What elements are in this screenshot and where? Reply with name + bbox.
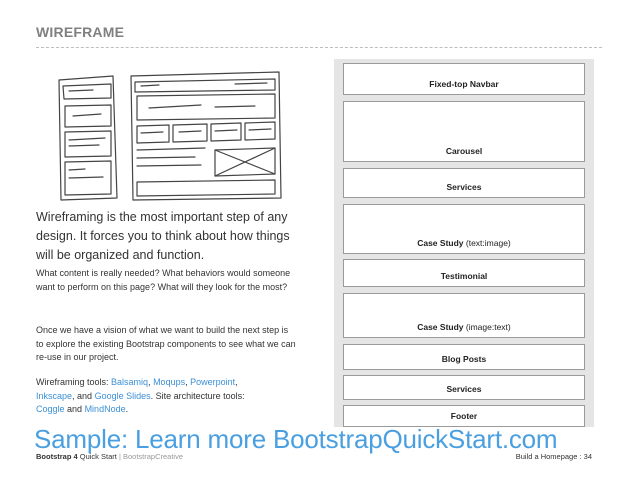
footer-brand: Bootstrap 4 (36, 452, 78, 461)
sample-watermark: Sample: Learn more BootstrapQuickStart.com (34, 424, 558, 454)
tools-suffix: . (125, 404, 129, 414)
footer-product: Quick Start (77, 452, 117, 461)
page-footer-left (36, 452, 183, 461)
google-slides-link[interactable]: Google Slides (94, 390, 151, 401)
block-blog-posts (343, 344, 585, 370)
tools-separator: . Site architecture tools: (150, 390, 245, 401)
footer-separator: | (116, 452, 123, 461)
block-services-top (343, 168, 585, 198)
mindnode-link[interactable]: MindNode (84, 404, 126, 414)
tools-separator: , (148, 377, 154, 387)
tools-paragraph (36, 376, 298, 417)
coggle-link[interactable]: Coggle (36, 404, 65, 414)
block-navbar-label: Fixed-top Navbar (429, 79, 499, 89)
page-number: Build a Homepage : 34 (515, 452, 592, 461)
moqups-link[interactable]: Moqups (153, 377, 186, 387)
block-carousel-label: Carousel (445, 146, 483, 156)
block-testimonial (343, 259, 585, 287)
block-testimonial-label: Testimonial (440, 271, 488, 281)
block-carousel (343, 101, 585, 162)
block-footer-label: Footer (450, 411, 478, 421)
block-case-study-1-note: (text:image) (463, 238, 511, 248)
block-case-study-text-image (343, 204, 585, 254)
block-case-study-1-label: Case Study (417, 238, 464, 248)
tools-separator: , (185, 377, 191, 387)
block-services-bottom-label: Services (446, 384, 482, 394)
intro-paragraph-questions: What content is really needed? What behaviors would someone want to perform on this page? What will they look for the most? (36, 268, 291, 292)
block-navbar (343, 63, 585, 95)
intro-lead-text: Wireframing is the most important step of any design. It forces you to think about how things will be organized and function. (36, 210, 290, 262)
tools-separator: , and (72, 390, 95, 401)
footer-company: BootstrapCreative (122, 452, 184, 461)
block-services-top-label: Services (446, 182, 482, 192)
tools-prefix: Wireframing tools: (36, 377, 112, 387)
block-blog-posts-label: Blog Posts (441, 354, 487, 364)
block-case-study-2-note: (image:text) (463, 322, 511, 332)
intro-paragraph-components: Once we have a vision of what we want to build the next step is to explore the existing Bootstrap components to see what we can re-use in our project. (36, 325, 296, 362)
tools-separator: and (64, 404, 85, 414)
header-divider (36, 47, 602, 48)
block-services-bottom (343, 375, 585, 400)
page-title: WIREFRAME (36, 24, 125, 40)
tools-separator: , (235, 377, 238, 387)
block-case-study-image-text (343, 293, 585, 338)
powerpoint-link[interactable]: Powerpoint (190, 377, 236, 387)
wireframe-sketch-image (55, 70, 285, 202)
inkscape-link[interactable]: Inkscape (36, 390, 73, 401)
block-case-study-2-label: Case Study (417, 322, 464, 332)
balsamiq-link[interactable]: Balsamiq (111, 377, 149, 387)
